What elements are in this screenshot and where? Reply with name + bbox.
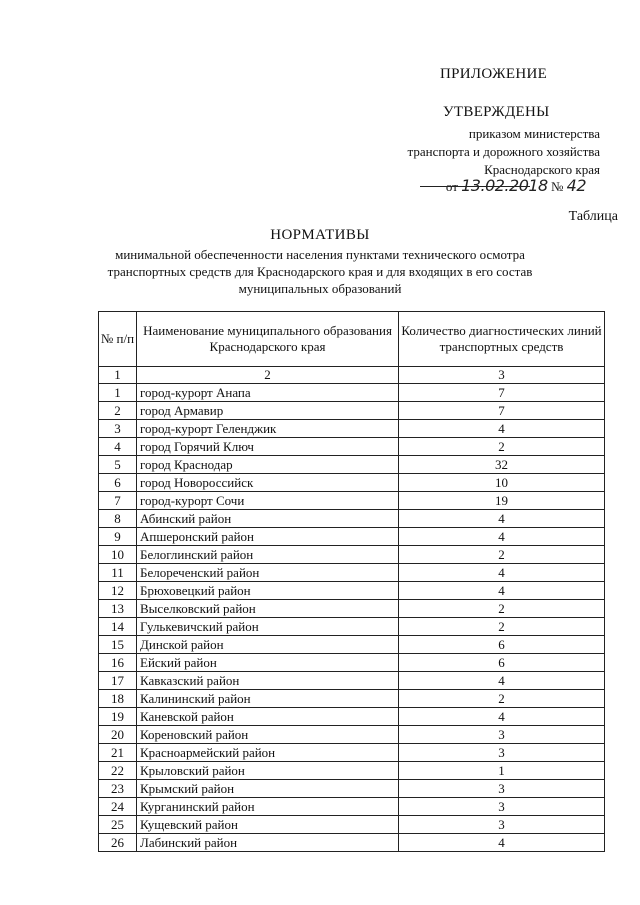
row-name: Кавказский район xyxy=(137,672,399,690)
row-name: Красноармейский район xyxy=(137,744,399,762)
table-row xyxy=(99,492,605,510)
row-name: Белоглинский район xyxy=(137,546,399,564)
row-quantity: 7 xyxy=(399,402,605,420)
row-number: 10 xyxy=(99,546,137,564)
table-row xyxy=(99,744,605,762)
row-number: 9 xyxy=(99,528,137,546)
table-row xyxy=(99,528,605,546)
row-quantity: 19 xyxy=(399,492,605,510)
row-name: город Армавир xyxy=(137,402,399,420)
row-name: Лабинский район xyxy=(137,834,399,852)
row-number: 19 xyxy=(99,708,137,726)
row-quantity: 3 xyxy=(399,726,605,744)
table-row xyxy=(99,564,605,582)
table-row xyxy=(99,762,605,780)
row-name: город-курорт Сочи xyxy=(137,492,399,510)
row-name: Калининский район xyxy=(137,690,399,708)
order-line-1: приказом министерства xyxy=(468,126,600,141)
row-number: 16 xyxy=(99,654,137,672)
row-name: Кореновский район xyxy=(137,726,399,744)
row-number: 14 xyxy=(99,618,137,636)
row-quantity: 4 xyxy=(399,420,605,438)
table-row xyxy=(99,600,605,618)
table-row xyxy=(99,636,605,654)
table-row xyxy=(99,708,605,726)
date-underline xyxy=(420,186,530,187)
row-quantity: 2 xyxy=(399,690,605,708)
table-row xyxy=(99,402,605,420)
row-name: город Новороссийск xyxy=(137,474,399,492)
row-name: Каневской район xyxy=(137,708,399,726)
row-name: Апшеронский район xyxy=(137,528,399,546)
standards-table xyxy=(98,311,605,852)
table-row xyxy=(99,438,605,456)
number-prefix: № xyxy=(550,179,564,194)
row-quantity: 4 xyxy=(399,564,605,582)
header-name: Наименование муниципального образования Краснодарского края xyxy=(137,312,399,367)
row-quantity: 4 xyxy=(399,510,605,528)
row-quantity: 6 xyxy=(399,636,605,654)
row-quantity: 4 xyxy=(399,708,605,726)
row-number: 11 xyxy=(99,564,137,582)
row-quantity: 1 xyxy=(399,762,605,780)
row-number: 24 xyxy=(99,798,137,816)
row-quantity: 4 xyxy=(399,672,605,690)
row-number: 4 xyxy=(99,438,137,456)
order-line-2: транспорта и дорожного хозяйства xyxy=(407,144,600,159)
table-row xyxy=(99,546,605,564)
header-quantity: Количество диагностических линий транспортных средств xyxy=(399,312,605,367)
column-number-row xyxy=(99,367,605,384)
row-quantity: 3 xyxy=(399,744,605,762)
table-row xyxy=(99,834,605,852)
table-row xyxy=(99,384,605,402)
row-number: 2 xyxy=(99,402,137,420)
column-number-1: 1 xyxy=(99,367,137,384)
table-header-row xyxy=(99,312,605,367)
row-name: Динской район xyxy=(137,636,399,654)
row-name: Крыловский район xyxy=(137,762,399,780)
table-row xyxy=(99,456,605,474)
row-number: 15 xyxy=(99,636,137,654)
row-name: Белореченский район xyxy=(137,564,399,582)
row-name: город Горячий Ключ xyxy=(137,438,399,456)
row-quantity: 32 xyxy=(399,456,605,474)
row-number: 8 xyxy=(99,510,137,528)
row-quantity: 2 xyxy=(399,546,605,564)
row-number: 21 xyxy=(99,744,137,762)
document-subtitle: минимальной обеспеченности населения пунктами технического осмотра транспортных средств для Краснодарского края и для входящих в его состав муниципальных образований xyxy=(107,247,533,296)
table-row xyxy=(99,672,605,690)
table-row xyxy=(99,618,605,636)
table-row xyxy=(99,420,605,438)
column-number-2: 2 xyxy=(137,367,399,384)
row-quantity: 2 xyxy=(399,438,605,456)
order-line-3: Краснодарского края xyxy=(484,162,600,177)
table-row xyxy=(99,726,605,744)
appendix-label: ПРИЛОЖЕНИЕ xyxy=(440,66,548,82)
row-quantity: 6 xyxy=(399,654,605,672)
table-row xyxy=(99,654,605,672)
row-quantity: 10 xyxy=(399,474,605,492)
row-number: 23 xyxy=(99,780,137,798)
row-number: 18 xyxy=(99,690,137,708)
table-row xyxy=(99,780,605,798)
table-row xyxy=(99,510,605,528)
document-title: НОРМАТИВЫ xyxy=(270,227,370,243)
row-number: 26 xyxy=(99,834,137,852)
row-name: город-курорт Анапа xyxy=(137,384,399,402)
table-row xyxy=(99,798,605,816)
row-number: 1 xyxy=(99,384,137,402)
table-label: Таблица xyxy=(568,209,618,224)
row-number: 17 xyxy=(99,672,137,690)
row-quantity: 2 xyxy=(399,618,605,636)
header-number: № п/п xyxy=(99,312,137,367)
date-prefix: от xyxy=(445,179,458,194)
row-quantity: 4 xyxy=(399,528,605,546)
row-name: Крымский район xyxy=(137,780,399,798)
row-quantity: 3 xyxy=(399,780,605,798)
handwritten-date: 13.02.2018 xyxy=(461,176,548,195)
approved-label: УТВЕРЖДЕНЫ xyxy=(443,104,550,120)
row-quantity: 4 xyxy=(399,834,605,852)
row-name: Курганинский район xyxy=(137,798,399,816)
table-row xyxy=(99,582,605,600)
row-number: 3 xyxy=(99,420,137,438)
row-name: город Краснодар xyxy=(137,456,399,474)
row-name: Выселковский район xyxy=(137,600,399,618)
row-quantity: 3 xyxy=(399,798,605,816)
row-quantity: 7 xyxy=(399,384,605,402)
row-name: Кущевский район xyxy=(137,816,399,834)
row-name: город-курорт Геленджик xyxy=(137,420,399,438)
row-number: 13 xyxy=(99,600,137,618)
row-number: 20 xyxy=(99,726,137,744)
table-row xyxy=(99,816,605,834)
table-row xyxy=(99,690,605,708)
column-number-3: 3 xyxy=(399,367,605,384)
row-number: 5 xyxy=(99,456,137,474)
row-quantity: 2 xyxy=(399,600,605,618)
table-row xyxy=(99,474,605,492)
row-name: Гулькевичский район xyxy=(137,618,399,636)
handwritten-number: 42 xyxy=(566,176,586,195)
row-number: 12 xyxy=(99,582,137,600)
row-number: 25 xyxy=(99,816,137,834)
row-number: 7 xyxy=(99,492,137,510)
row-number: 22 xyxy=(99,762,137,780)
row-quantity: 3 xyxy=(399,816,605,834)
row-name: Ейский район xyxy=(137,654,399,672)
row-name: Абинский район xyxy=(137,510,399,528)
row-quantity: 4 xyxy=(399,582,605,600)
row-name: Брюховецкий район xyxy=(137,582,399,600)
row-number: 6 xyxy=(99,474,137,492)
